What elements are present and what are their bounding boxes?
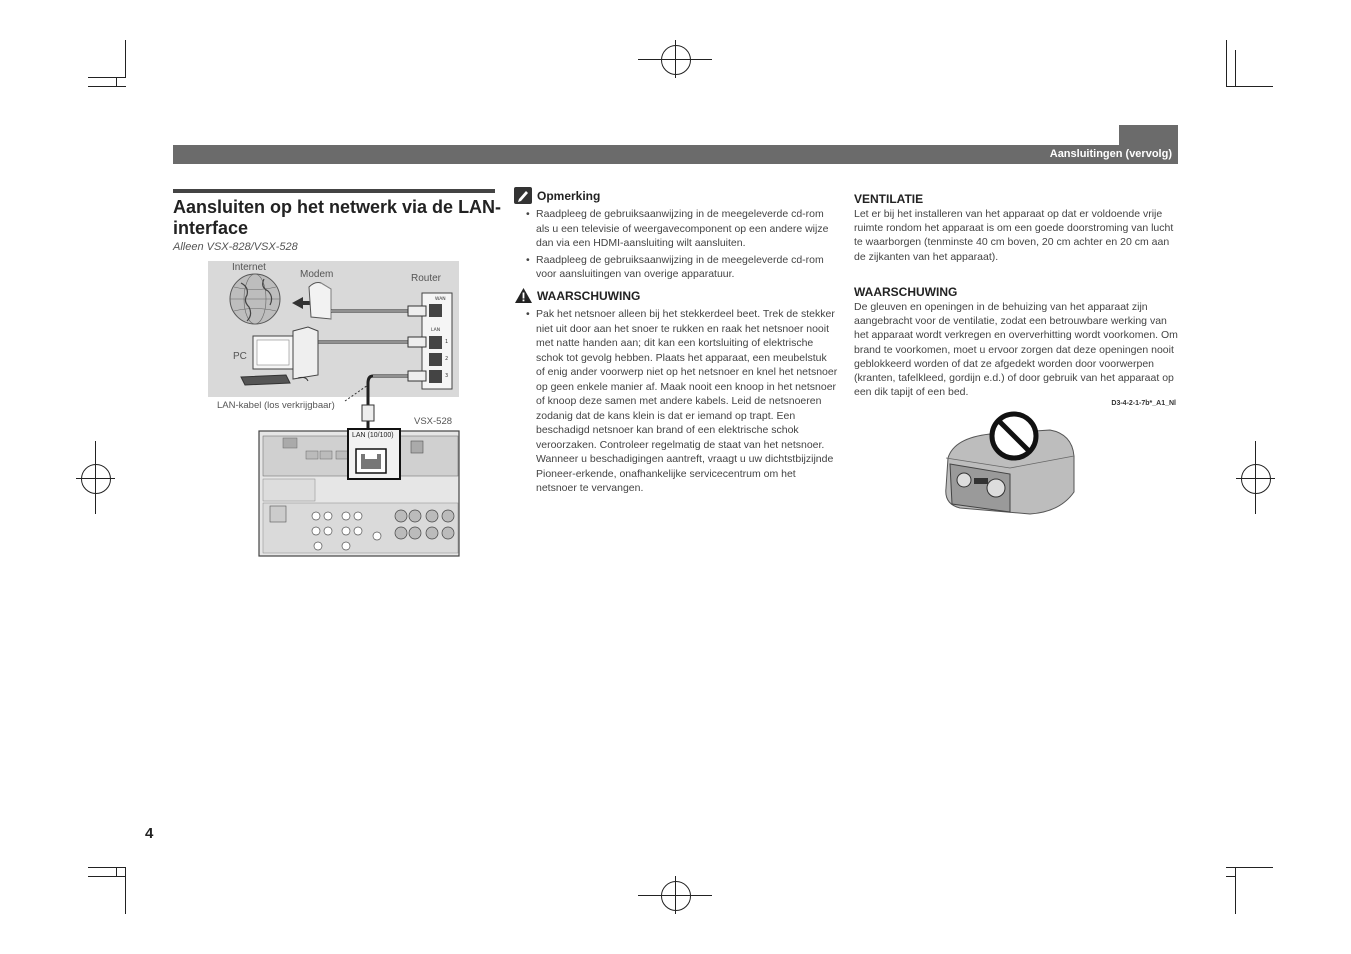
header-band	[173, 145, 1178, 164]
model-note: Alleen VSX-828/VSX-528	[173, 241, 298, 253]
list-item: • Pak het netsnoer alleen bij het stekkerdeel beet. Trek de stekker niet uit door aan het snoer te rukken en raak het netsnoer nooit met natte handen aan; dit kan een kortsluiting of elektrische schok tot gevolg hebben. Plaats het apparaat, een meubelstuk of enig ander voorwerp niet op het netsnoer en knel het netsnoer op geen enkele manier af. Maak nooit een knoop in het netsnoer of knoop deze samen met andere kabels. Leid de netsnoeren zodanig dat de kans klein is dat er iemand op trapt. Een beschadigd netsnoer kan brand of een elektrische schok veroorzaken. Controleer regelmatig de staat van het netsnoer. Wanneer u beschadigingen aantreft, vraagt u uw dichtstbijzijnde Pioneer-erkende, onafhankelijke servicecentrum om het netsnoer te vervangen.	[526, 307, 838, 496]
section-title: Aansluitingen (vervolg)	[1049, 148, 1172, 160]
ventilatie-text: Let er bij het installeren van het apparaat op dat er voldoende vrije ruimte rondom het apparaat is om een goede doorstroming van lucht te waarborgen (tenminste 40 cm boven, 20 cm achter en 20 cm aan de zijkanten van het apparaat).	[854, 208, 1174, 263]
network-diagram-art	[208, 261, 460, 561]
svg-text:LAN: LAN	[431, 328, 441, 333]
header-tab	[1119, 125, 1178, 145]
globe-icon	[230, 274, 280, 324]
cable-label: LAN-kabel (los verkrijgbaar)	[217, 400, 335, 411]
note-list	[526, 207, 838, 284]
warning-list	[526, 307, 838, 498]
note-heading: Opmerking	[537, 189, 601, 203]
title-rule	[173, 189, 495, 193]
page-number: 4	[145, 825, 154, 842]
svg-text:1: 1	[445, 339, 449, 345]
warning-icon	[514, 287, 533, 309]
list-item: • Raadpleeg de gebruiksaanwijzing in de meegeleverde cd-rom als u een televisie of weergavecomponent op een andere wijze dan via een HDMI-aansluiting wilt aansluiten.	[526, 207, 838, 251]
ventilatie-heading: VENTILATIE	[854, 192, 924, 206]
pc-icon	[241, 327, 318, 385]
warning-heading: WAARSCHUWING	[537, 289, 641, 303]
svg-text:WAN: WAN	[435, 297, 446, 302]
warning2-heading: WAARSCHUWING	[854, 285, 958, 299]
lan-port-label: LAN (10/100)	[352, 432, 394, 439]
router-label: Router	[411, 273, 442, 284]
network-diagram	[208, 261, 460, 561]
covered-receiver-illustration	[940, 408, 1080, 520]
svg-text:2: 2	[445, 356, 449, 362]
note-icon	[514, 187, 532, 204]
prohibited-icon	[992, 414, 1036, 458]
internet-label: Internet	[232, 262, 266, 273]
document-code: D3-4-2-1-7b*_A1_Nl	[1111, 400, 1176, 407]
modem-icon	[309, 283, 331, 320]
modem-label: Modem	[300, 269, 334, 280]
receiver-label: VSX-528	[414, 416, 453, 427]
list-item: • Raadpleeg de gebruiksaanwijzing in de meegeleverde cd-rom voor aansluitingen van overige apparatuur.	[526, 253, 838, 282]
page-title: Aansluiten op het netwerk via de LAN-interface	[173, 197, 502, 238]
covered-receiver-art	[940, 408, 1080, 520]
svg-text:3: 3	[445, 373, 449, 379]
warning2-text: De gleuven en openingen in de behuizing van het apparaat zijn aangebracht voor de ventilatie, zodat een betrouwbare werking van het apparaat wordt verkregen en oververhitting wordt voorkomen. Om brand te voorkomen, moet u ervoor zorgen dat deze openingen nooit geblokkeerd worden of dat ze afgedekt worden door voorwerpen (kranten, tafelkleed, gordijn e.d.) of door gebruik van het apparaat op een dik tapijt of een bed.	[854, 301, 1178, 399]
pc-label: PC	[233, 351, 247, 362]
